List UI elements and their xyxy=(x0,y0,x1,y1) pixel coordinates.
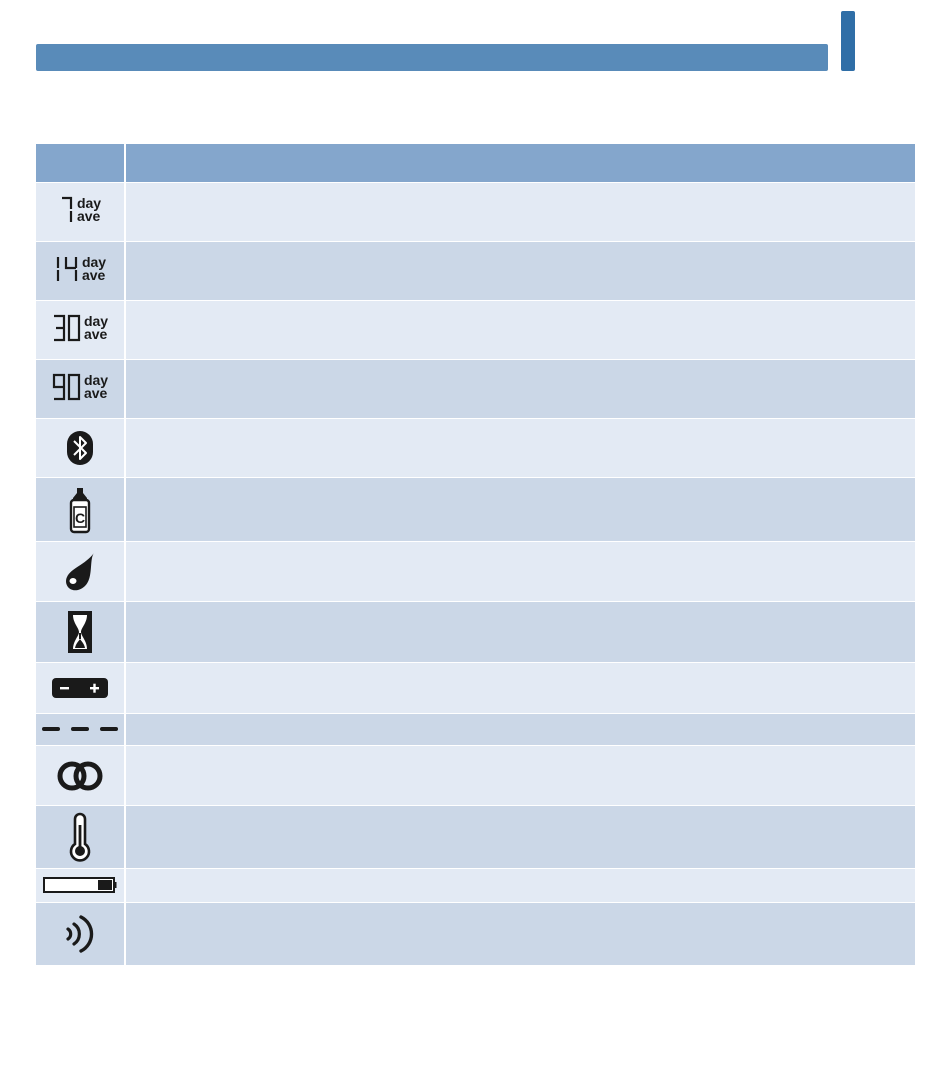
symbol-cell xyxy=(36,806,125,869)
pairing-link-icon xyxy=(54,759,106,793)
table-row xyxy=(36,869,915,903)
symbol-cell xyxy=(36,869,125,903)
description-cell xyxy=(125,663,915,714)
unit-ave-label: ave xyxy=(83,384,108,401)
seven-segment-digits xyxy=(59,195,75,225)
table-row xyxy=(36,301,915,360)
description-cell xyxy=(125,419,915,478)
control-label: C xyxy=(74,509,86,526)
table-row xyxy=(36,903,915,965)
symbol-cell xyxy=(36,242,125,301)
table-row xyxy=(36,663,915,714)
14-day-average-icon xyxy=(54,254,106,284)
90-day-average-icon xyxy=(52,372,108,402)
description-cell xyxy=(125,542,915,602)
description-cell xyxy=(125,869,915,903)
dashes-icon xyxy=(40,724,120,734)
control-range-minus-plus-icon xyxy=(51,677,109,699)
description-cell xyxy=(125,903,915,965)
7-day-average-icon xyxy=(59,195,101,225)
unit-day-label: day xyxy=(83,312,109,329)
symbols-table xyxy=(36,144,915,965)
header-symbol-column xyxy=(36,144,125,183)
symbol-cell xyxy=(36,663,125,714)
thermometer-icon xyxy=(69,811,91,863)
seven-segment-digits xyxy=(54,254,80,284)
table-row xyxy=(36,806,915,869)
seven-segment-digits xyxy=(52,313,82,343)
description-cell xyxy=(125,242,915,301)
blood-drop-icon xyxy=(63,551,97,593)
table-row xyxy=(36,478,915,542)
30-day-average-icon xyxy=(52,313,108,343)
symbol-cell xyxy=(36,301,125,360)
description-cell xyxy=(125,714,915,746)
table-row xyxy=(36,746,915,806)
symbol-cell xyxy=(36,903,125,965)
section-tab-marker xyxy=(841,11,855,71)
hourglass-icon xyxy=(66,609,94,655)
symbol-cell xyxy=(36,602,125,663)
symbol-cell xyxy=(36,183,125,242)
symbol-cell xyxy=(36,746,125,806)
unit-ave-label: ave xyxy=(83,325,108,342)
symbol-cell xyxy=(36,360,125,419)
description-cell xyxy=(125,301,915,360)
symbol-cell xyxy=(36,542,125,602)
description-cell xyxy=(125,478,915,542)
unit-day-label: day xyxy=(81,253,107,270)
unit-day-label: day xyxy=(83,371,109,388)
table-row xyxy=(36,242,915,301)
unit-ave-label: ave xyxy=(76,207,101,224)
table-row xyxy=(36,419,915,478)
unit-ave-label: ave xyxy=(81,266,106,283)
seven-segment-digits xyxy=(52,372,82,402)
table-header-row xyxy=(36,144,915,183)
unit-day-label: day xyxy=(76,194,102,211)
symbol-cell xyxy=(36,478,125,542)
control-solution-bottle-icon xyxy=(69,485,91,535)
battery-low-icon xyxy=(43,877,117,893)
description-cell xyxy=(125,602,915,663)
bluetooth-icon xyxy=(66,430,94,466)
symbol-cell xyxy=(36,419,125,478)
header-bar xyxy=(36,44,828,71)
description-cell xyxy=(125,360,915,419)
sound-waves-icon xyxy=(63,912,97,956)
description-cell xyxy=(125,746,915,806)
symbol-cell xyxy=(36,714,125,746)
table-row xyxy=(36,542,915,602)
table-row xyxy=(36,360,915,419)
table-row xyxy=(36,183,915,242)
description-cell xyxy=(125,806,915,869)
table-row xyxy=(36,714,915,746)
table-row xyxy=(36,602,915,663)
header-description-column xyxy=(125,144,915,183)
description-cell xyxy=(125,183,915,242)
